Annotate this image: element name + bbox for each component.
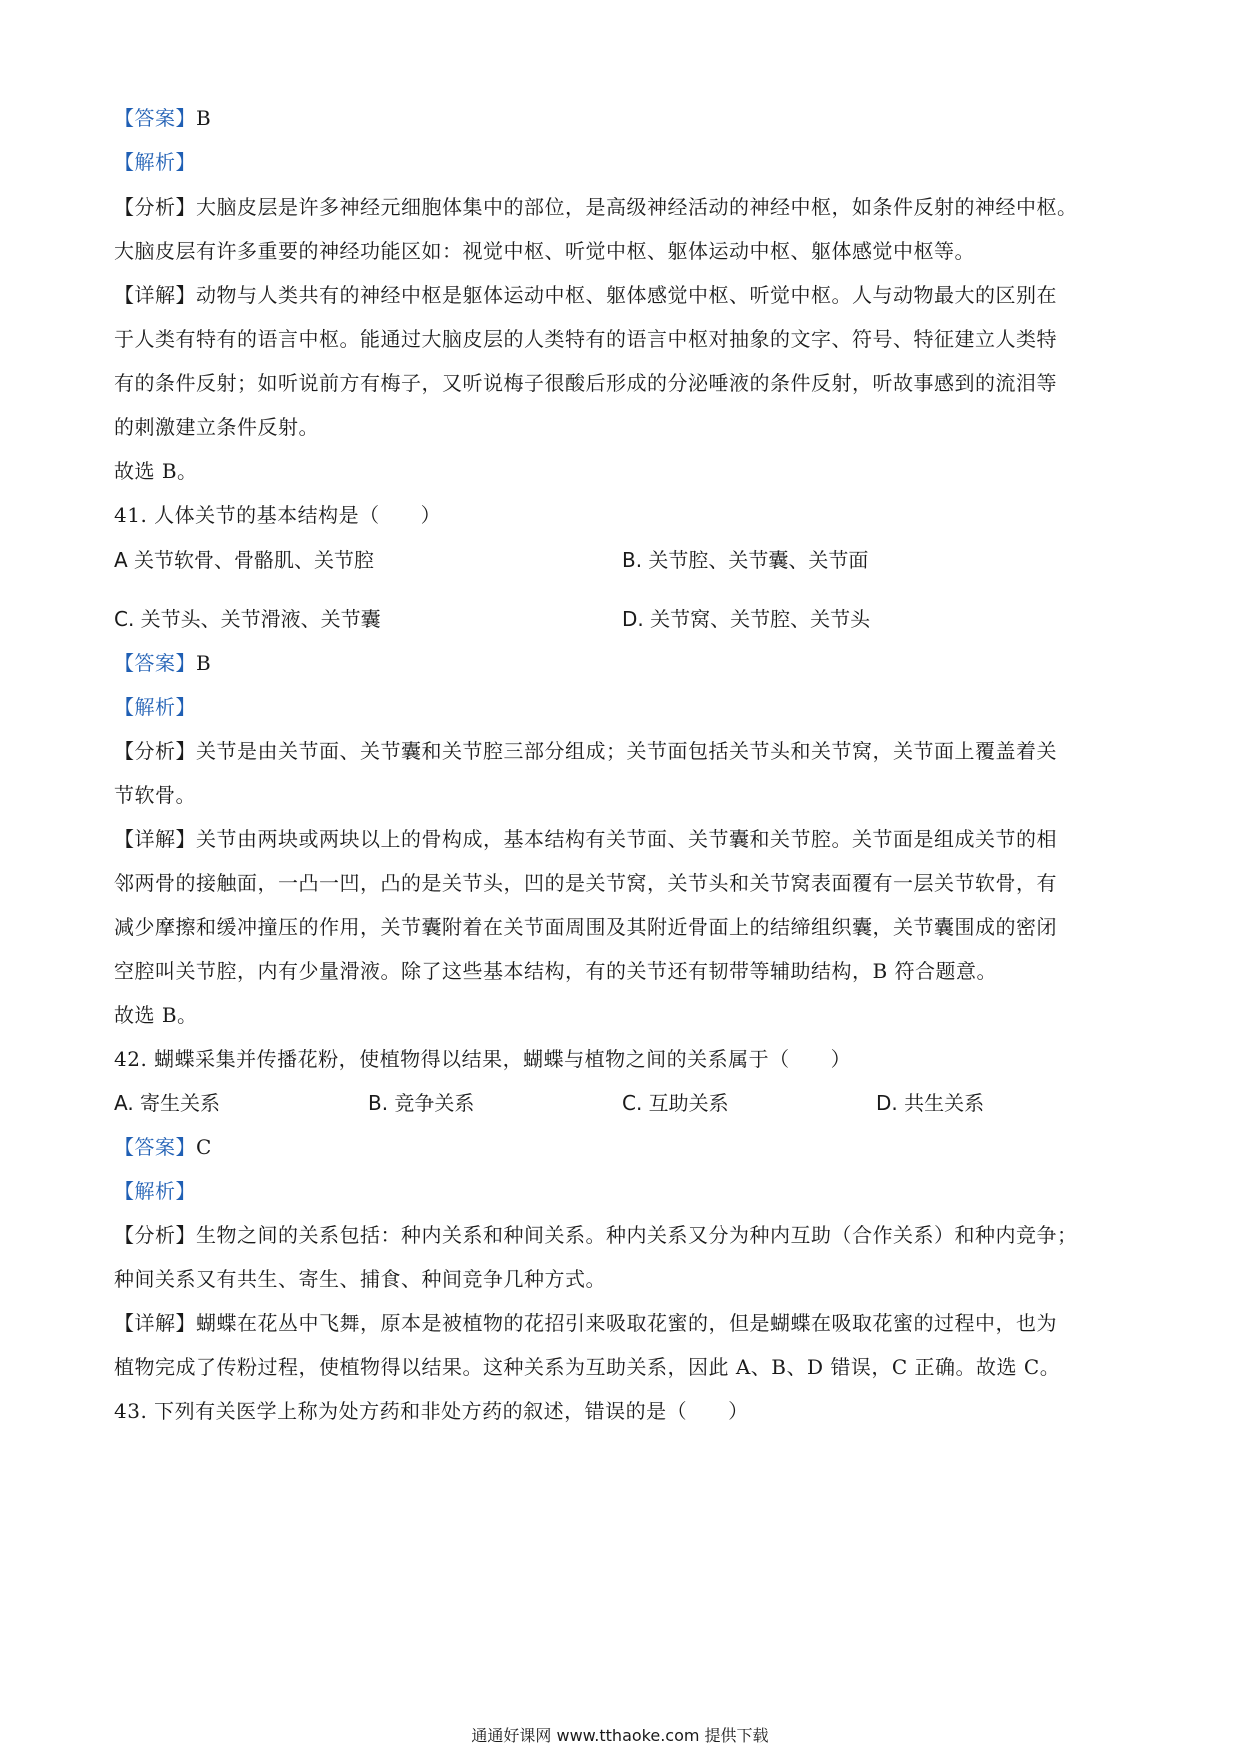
option-a: A. 寄生关系 xyxy=(114,1091,221,1115)
xiangjie-text: 关节由两块或两块以上的骨构成，基本结构有关节面、关节囊和关节腔。关节面是组成关节的相 xyxy=(196,827,1057,851)
conclusion: 故选 B。 xyxy=(114,1003,198,1027)
answer-value: B xyxy=(196,651,212,675)
xiangjie-paragraph-line xyxy=(114,825,1134,853)
fenxi-text: 生物之间的关系包括：种内关系和种间关系。种内关系又分为种内互助（合作关系）和种内竞争； xyxy=(196,1223,1078,1247)
fenxi-paragraph-line: 种间关系又有共生、寄生、捕食、种间竞争几种方式。 xyxy=(114,1267,606,1291)
xiangjie-label: 【详解】 xyxy=(114,827,196,851)
fenxi-paragraph-line: 节软骨。 xyxy=(114,783,196,807)
fenxi-paragraph-line xyxy=(114,1221,1134,1249)
option-c: C. 关节头、关节滑液、关节囊 xyxy=(114,607,381,631)
fenxi-label: 【分析】 xyxy=(114,1223,196,1247)
analysis-label: 【解析】 xyxy=(114,1179,196,1203)
xiangjie-paragraph-line: 于人类有特有的语言中枢。能通过大脑皮层的人类特有的语言中枢对抽象的文字、符号、特征建立人类特 xyxy=(114,327,1057,351)
xiangjie-label: 【详解】 xyxy=(114,1311,196,1335)
option-a: A 关节软骨、骨骼肌、关节腔 xyxy=(114,548,375,572)
answer-row xyxy=(114,649,1134,677)
xiangjie-paragraph-line: 有的条件反射；如听说前方有梅子，又听说梅子很酸后形成的分泌唾液的条件反射，听故事感到的流泪等 xyxy=(114,371,1057,395)
xiangjie-text: 蝴蝶在花丛中飞舞，原本是被植物的花招引来吸取花蜜的，但是蝴蝶在吸取花蜜的过程中，也为 xyxy=(196,1311,1057,1335)
answer-row xyxy=(114,104,1134,132)
fenxi-label: 【分析】 xyxy=(114,739,196,763)
xiangjie-paragraph-line xyxy=(114,281,1134,309)
xiangjie-paragraph-line: 空腔叫关节腔，内有少量滑液。除了这些基本结构，有的关节还有韧带等辅助结构，B 符合题意。 xyxy=(114,959,998,983)
answer-value: C xyxy=(196,1135,212,1159)
option-d: D. 关节窝、关节腔、关节头 xyxy=(622,607,871,631)
analysis-label: 【解析】 xyxy=(114,150,196,174)
xiangjie-paragraph-line xyxy=(114,1309,1134,1337)
option-d: D. 共生关系 xyxy=(876,1091,985,1115)
xiangjie-text: 动物与人类共有的神经中枢是躯体运动中枢、躯体感觉中枢、听觉中枢。人与动物最大的区别在 xyxy=(196,283,1057,307)
analysis-label: 【解析】 xyxy=(114,695,196,719)
xiangjie-paragraph-line: 减少摩擦和缓冲撞压的作用，关节囊附着在关节面周围及其附近骨面上的结缔组织囊，关节囊围成的密闭 xyxy=(114,915,1057,939)
fenxi-paragraph-line xyxy=(114,193,1134,221)
answer-label: 【答案】 xyxy=(114,106,196,130)
question-stem: 42. 蝴蝶采集并传播花粉，使植物得以结果，蝴蝶与植物之间的关系属于（ ） xyxy=(114,1047,852,1071)
answer-label: 【答案】 xyxy=(114,651,196,675)
answer-row xyxy=(114,1133,1134,1161)
xiangjie-label: 【详解】 xyxy=(114,283,196,307)
fenxi-text: 关节是由关节面、关节囊和关节腔三部分组成；关节面包括关节头和关节窝，关节面上覆盖着关 xyxy=(196,739,1057,763)
analysis-header xyxy=(114,693,1134,721)
question-stem: 43. 下列有关医学上称为处方药和非处方药的叙述，错误的是（ ） xyxy=(114,1399,749,1423)
xiangjie-paragraph-line: 邻两骨的接触面，一凸一凹，凸的是关节头，凹的是关节窝，关节头和关节窝表面覆有一层关节软骨，有 xyxy=(114,871,1057,895)
option-b: B. 关节腔、关节囊、关节面 xyxy=(622,548,869,572)
page-footer: 通通好课网 www.tthaoke.com 提供下载 xyxy=(471,1726,769,1745)
answer-value: B xyxy=(196,106,212,130)
xiangjie-paragraph-line: 植物完成了传粉过程，使植物得以结果。这种关系为互助关系，因此 A、B、D 错误，C 正确。故选 C。 xyxy=(114,1355,1061,1379)
xiangjie-paragraph-line: 的刺激建立条件反射。 xyxy=(114,415,319,439)
option-c: C. 互助关系 xyxy=(622,1091,729,1115)
question-stem: 41. 人体关节的基本结构是（ ） xyxy=(114,503,442,527)
fenxi-paragraph-line xyxy=(114,737,1134,765)
conclusion: 故选 B。 xyxy=(114,459,198,483)
analysis-header xyxy=(114,148,1134,176)
option-b: B. 竞争关系 xyxy=(368,1091,475,1115)
fenxi-label: 【分析】 xyxy=(114,195,196,219)
answer-label: 【答案】 xyxy=(114,1135,196,1159)
fenxi-text: 大脑皮层是许多神经元细胞体集中的部位，是高级神经活动的神经中枢，如条件反射的神经中枢。 xyxy=(196,195,1078,219)
fenxi-paragraph-line: 大脑皮层有许多重要的神经功能区如：视觉中枢、听觉中枢、躯体运动中枢、躯体感觉中枢等。 xyxy=(114,239,975,263)
analysis-header xyxy=(114,1177,1134,1205)
